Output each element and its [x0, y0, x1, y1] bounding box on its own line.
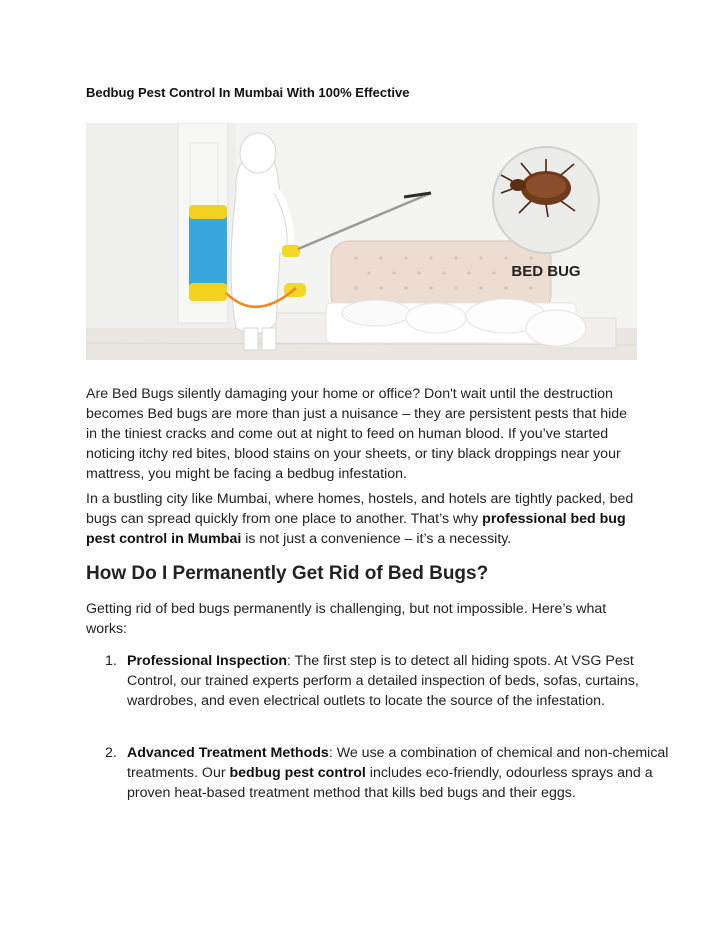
bed-bug-badge-label: BED BUG — [511, 263, 581, 280]
intro-paragraph-1: Are Bed Bugs silently damaging your home or office? Don't wait until the destruction becomes Bed bugs are more than just a nuisance – they are persistent pests that hide in the tiniest cracks and come out at night to feed on human blood. If you’ve started noticing itchy red bites, blood stains on your sheets, or tiny black droppings near your mattress, you might be facing a bedbug infestation. — [86, 386, 628, 482]
list-item-title: Professional Inspection — [127, 653, 288, 669]
list-item-text: : We use a combination of chemical and non-chemical treatments. Our — [127, 745, 669, 781]
list-item-number: 1. — [105, 653, 117, 669]
list-item — [86, 651, 679, 711]
list-item — [86, 743, 679, 803]
intro-paragraph-2-bold: professional bed bug pest control in Mumbai — [86, 511, 626, 547]
section-heading: How Do I Permanently Get Rid of Bed Bugs? — [86, 563, 489, 584]
list-item-text-end: includes eco-friendly, odourless sprays and a proven heat-based treatment method that kills bed bugs and their eggs. — [127, 765, 653, 801]
intro-paragraph-2-part2: is not just a convenience – it’s a necessity. — [241, 531, 512, 547]
list-item-text: : The first step is to detect all hiding spots. At VSG Pest Control, our trained experts perform a detailed inspection of beds, sofas, curtains, wardrobes, and even electrical outlets to locate the source of the infestation. — [127, 653, 639, 709]
list-item-number: 2. — [105, 745, 117, 761]
section-lead: Getting rid of bed bugs permanently is challenging, but not impossible. Here’s what works: — [86, 601, 607, 637]
list-item-title: Advanced Treatment Methods — [127, 745, 329, 761]
intro-paragraph-2 — [86, 489, 638, 549]
document-title: Bedbug Pest Control In Mumbai With 100% Effective — [86, 85, 410, 100]
hero-image — [86, 123, 637, 360]
intro-paragraph-2-part1: In a bustling city like Mumbai, where homes, hostels, and hotels are tightly packed, bed bugs can spread quickly from one place to another. That’s why — [86, 491, 634, 527]
list-item-bold-phrase: bedbug pest control — [229, 765, 366, 781]
